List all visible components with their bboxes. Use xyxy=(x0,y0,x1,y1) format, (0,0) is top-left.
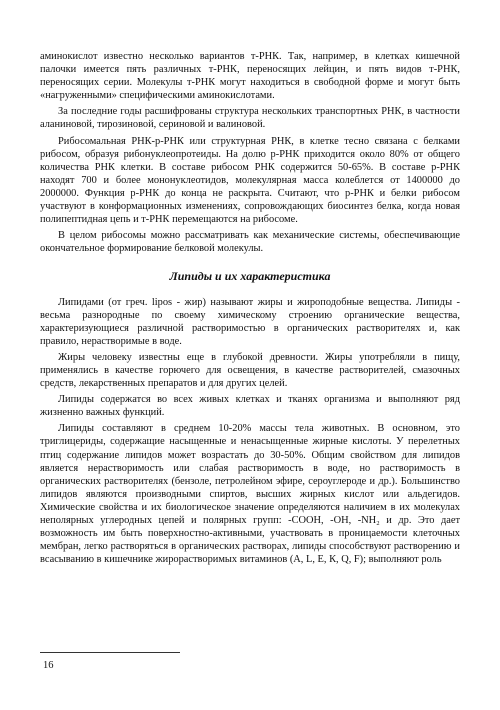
paragraph: Жиры человеку известны еще в глубокой древности. Жиры употребляли в пищу, применялись в качестве горючего для освещения, в качестве растворителей, смазочных средств, лекарственных препаратов и для других целей. xyxy=(40,351,460,390)
paragraph: Рибосомальная РНК-р-РНК или структурная РНК, в клетке тесно связана с белками рибосом, образуя рибонуклеопротеиды. На долю р-РНК приходится около 80% от общего количества РНК клетки. В составе рибосом РНК содержится 50-65%. В составе р-РНК находят 700 и более мононуклеотидов, молекулярная масса колеблется от 1400000 до 2000000. Функция р-РНК до конца не раскрыта. Считают, что р-РНК и белки рибосом участвуют в конформационных изменениях, сопровождающих биосинтез белка, когда новая полипептидная цепь и т-РНК перемещаются на рибосоме. xyxy=(40,135,460,226)
footnote-divider xyxy=(40,652,180,653)
paragraph: В целом рибосомы можно рассматривать как механические системы, обеспечивающие окончательное формирование белковой молекулы. xyxy=(40,230,460,255)
page-number: 16 xyxy=(43,660,54,671)
paragraph: За последние годы расшифрованы структура нескольких транспортных РНК, в частности аланиновой, тирозиновой, сериновой и валиновой. xyxy=(40,106,460,131)
paragraph: Липиды содержатся во всех живых клетках и тканях организма и выполняют ряд жизненно важных функций. xyxy=(40,394,460,419)
paragraph: Липидами (от греч. lipos - жир) называют жиры и жироподобные вещества. Липиды - весьма разнородные по своему химическому строению органические вещества, характеризующиеся различной растворимостью в органических растворителях и, как правило, нерастворимые в воде. xyxy=(40,296,460,347)
paragraph: аминокислот известно несколько вариантов т-РНК. Так, например, в клетках кишечной палочки имеется пять различных т-РНК, переносящих лейцин, и пять видов т-РНК, переносящих серии. Молекулы т-РНК могут находиться в свободной форме и могут быть «нагруженными» специфическими аминокислотами. xyxy=(40,51,460,102)
page-body xyxy=(40,50,460,569)
paragraph: Липиды составляют в среднем 10-20% массы тела животных. В основном, это триглицериды, содержащие насыщенные и ненасыщенные жирные кислоты. У перелетных птиц содержание липидов может возрастать до 30-50%. Общим свойством для липидов является нерастворимость или слабая растворимость в воде, но растворимость в органических растворителях (бензоле, петролейном эфире, сероуглероде и др.). Большинство липидов являются производными спиртов, высших жирных кислот или альдегидов. Химические свойства и их биологическое значение определяются наличием в их молекулах неполярных углеродных цепей и полярных групп: -СООН, -ОН, -NH₂ и др. Это дает возможность им быть поверхностно-активными, участвовать в проницаемости клеточных мембран, легко растворяться в органических растворах, липиды способствуют растворению и всасыванию в кишечнике жирорастворимых витаминов (А, L, Е, К, Q, F); выполняют роль xyxy=(40,423,460,566)
section-heading: Липиды и их характеристика xyxy=(169,269,331,284)
